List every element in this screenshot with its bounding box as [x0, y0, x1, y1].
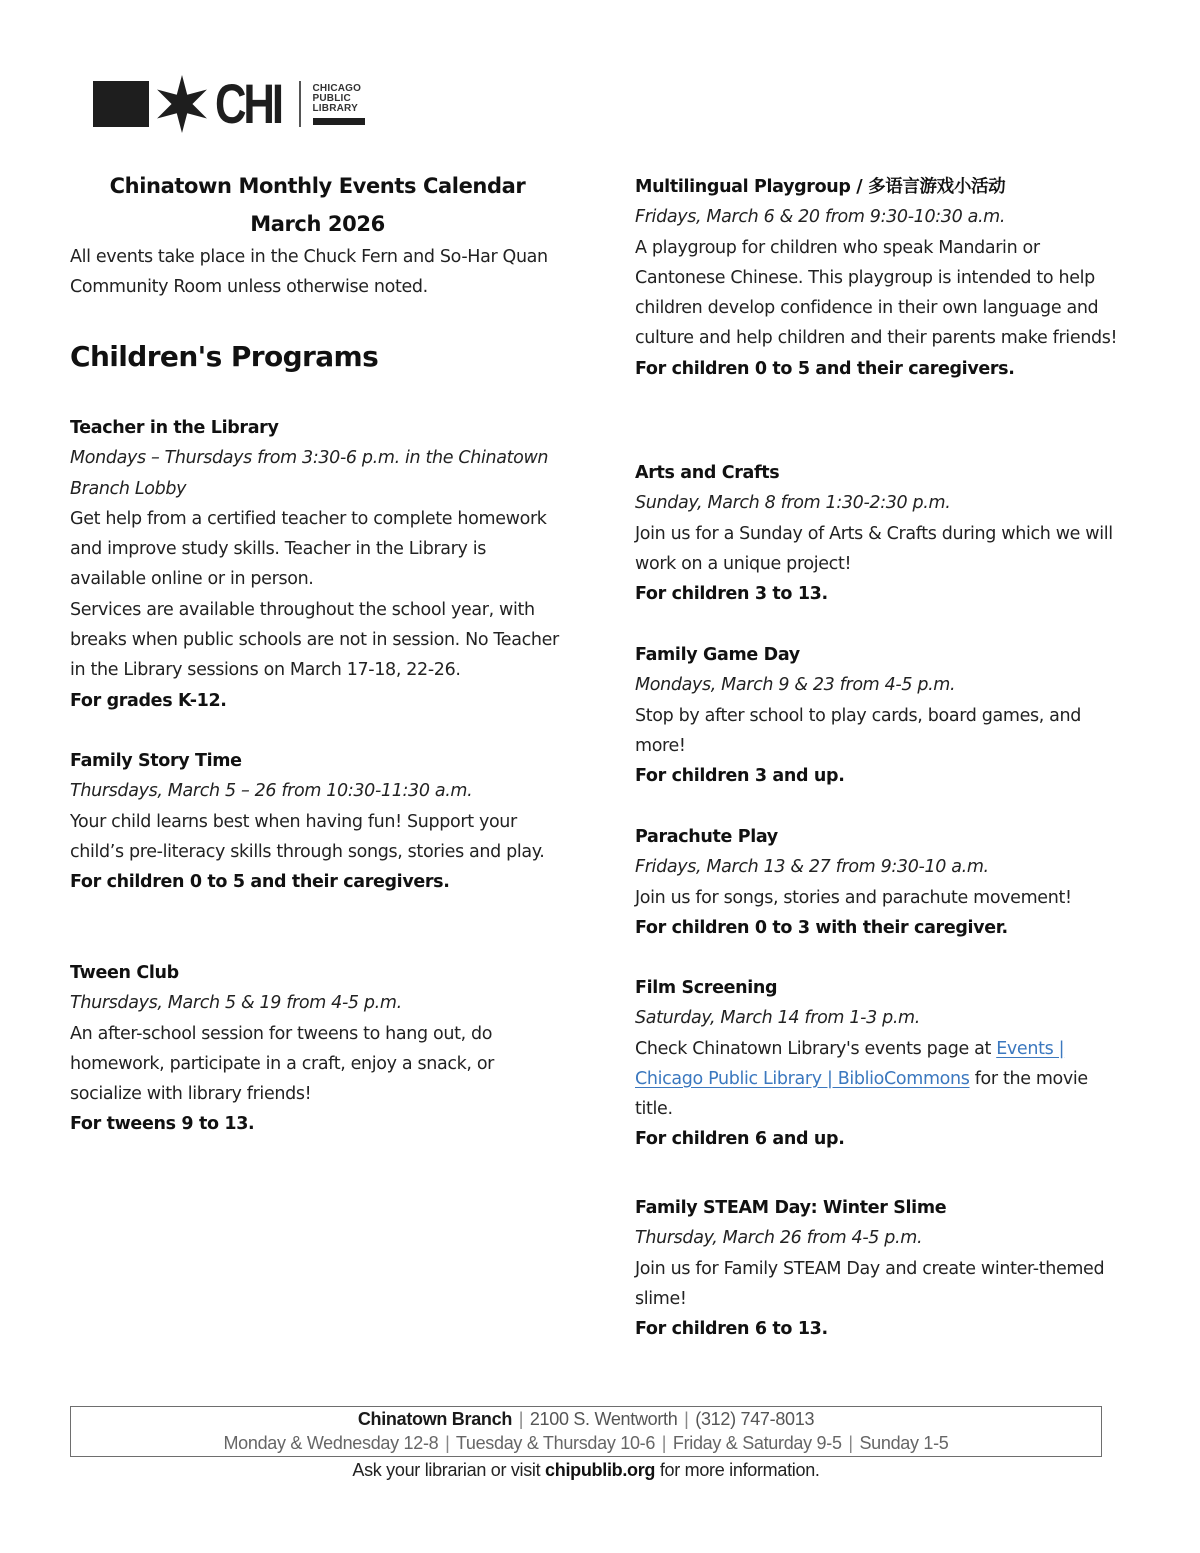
event-description: Join us for a Sunday of Arts & Crafts during which we will work on a unique project!	[635, 523, 1113, 574]
section-heading: Children's Programs	[70, 340, 379, 373]
footer-note	[70, 1458, 1102, 1482]
event-date-time: Sunday, March 8 from 1:30-2:30 p.m.	[635, 493, 951, 514]
logo-underline-bar	[313, 118, 365, 125]
chicago-public-library-logo	[93, 73, 365, 135]
event-name: Teacher in the Library	[70, 418, 279, 438]
event-description: Join us for Family STEAM Day and create winter-themed slime!	[635, 1258, 1105, 1309]
logo-divider	[299, 81, 301, 127]
event-family-game-day	[635, 640, 1130, 791]
page-title	[70, 167, 565, 243]
event-name: Family STEAM Day: Winter Slime	[635, 1198, 947, 1218]
logo-wordmark: CHI	[215, 72, 281, 135]
separator: |	[518, 1409, 524, 1429]
branch-info-box	[70, 1406, 1102, 1457]
branch-contact-line	[71, 1407, 1101, 1431]
logo-org-line: CHICAGO	[312, 82, 362, 94]
event-multilingual-playgroup	[635, 172, 1130, 384]
page-title-month: March 2026	[250, 212, 385, 236]
event-description-text: for the movie title.	[635, 1068, 1088, 1120]
event-date-time: Thursday, March 26 from 4-5 p.m.	[635, 1228, 923, 1249]
branch-hours-line	[71, 1431, 1101, 1455]
event-audience: For children 0 to 5 and their caregivers.	[70, 872, 450, 893]
event-description	[635, 1034, 1130, 1125]
event-name: Parachute Play	[635, 827, 778, 847]
website-name: chipublib.org	[545, 1460, 656, 1480]
event-date-time: Fridays, March 6 & 20 from 9:30-10:30 a.m.	[635, 207, 1006, 228]
event-description: An after-school session for tweens to hang out, do homework, participate in a craft, enjoy a snack, or socialize with library friends!	[70, 1023, 495, 1105]
event-name: Multilingual Playgroup / 多语言游戏小活动	[635, 177, 1006, 197]
hours-entry: Tuesday & Thursday 10-6	[455, 1433, 656, 1453]
separator: |	[445, 1433, 450, 1453]
event-teacher-in-the-library	[70, 413, 565, 716]
hours-entry: Monday & Wednesday 12-8	[223, 1433, 439, 1453]
separator: |	[684, 1409, 689, 1429]
logo-org-name	[313, 84, 365, 125]
intro-text: All events take place in the Chuck Fern and So-Har Quan Community Room unless otherwise noted.	[70, 247, 548, 298]
event-date-time: Thursdays, March 5 & 19 from 4-5 p.m.	[70, 993, 402, 1014]
event-audience: For children 3 to 13.	[635, 584, 828, 605]
page-title-line1: Chinatown Monthly Events Calendar	[109, 174, 526, 198]
branch-address: 2100 S. Wentworth	[529, 1409, 678, 1429]
events-biblio-commons-link[interactable]: Events | Chicago Public Library | BiblioCommons	[635, 1038, 1065, 1089]
branch-name: Chinatown Branch	[357, 1409, 513, 1429]
event-parachute-play	[635, 822, 1130, 943]
footer-note-text: for more information.	[655, 1460, 820, 1480]
hours-entry: Sunday 1-5	[859, 1433, 949, 1453]
event-description-text: Check Chinatown Library's events page at	[635, 1038, 997, 1059]
branch-phone: (312) 747-8013	[695, 1409, 815, 1429]
event-family-steam-day	[635, 1193, 1130, 1344]
event-audience: For children 3 and up.	[635, 766, 845, 787]
event-description: Your child learns best when having fun! Support your child’s pre-literacy skills through songs, stories and play.	[70, 811, 545, 862]
event-description: Join us for songs, stories and parachute movement!	[635, 887, 1072, 908]
separator: |	[661, 1433, 667, 1453]
event-name: Family Story Time	[70, 751, 242, 771]
event-name: Family Game Day	[635, 645, 800, 665]
footer-note-text: Ask your librarian or visit	[352, 1460, 546, 1480]
event-tween-club	[70, 958, 565, 1140]
event-description: Services are available throughout the school year, with breaks when public schools are not in session. No Teacher in the Library sessions on March 17-18, 22-26.	[70, 599, 559, 681]
logo-org-line: LIBRARY	[312, 102, 358, 114]
event-family-story-time	[70, 746, 565, 897]
event-description: Stop by after school to play cards, board games, and more!	[635, 705, 1082, 756]
event-audience: For tweens 9 to 13.	[70, 1114, 255, 1135]
event-description: A playgroup for children who speak Mandarin or Cantonese Chinese. This playgroup is intended to help children develop confidence in their own language and culture and help children and their parents make friends!	[635, 237, 1118, 349]
event-arts-and-crafts	[635, 458, 1130, 609]
event-date-time: Mondays, March 9 & 23 from 4-5 p.m.	[635, 675, 956, 696]
event-date-time: Mondays – Thursdays from 3:30-6 p.m. in the Chinatown Branch Lobby	[70, 448, 549, 499]
event-audience: For children 0 to 5 and their caregivers.	[635, 358, 1015, 379]
logo-org-line: PUBLIC	[312, 92, 351, 104]
event-name: Tween Club	[70, 963, 179, 983]
event-name: Film Screening	[635, 978, 778, 998]
hours-entry: Friday & Saturday 9-5	[672, 1433, 842, 1453]
event-name: Arts and Crafts	[635, 463, 780, 483]
event-audience: For children 0 to 3 with their caregiver.	[635, 917, 1008, 938]
six-point-star-icon	[153, 73, 211, 135]
event-date-time: Saturday, March 14 from 1-3 p.m.	[635, 1008, 920, 1029]
event-audience: For children 6 and up.	[635, 1129, 845, 1150]
separator: |	[848, 1433, 853, 1453]
event-description: Get help from a certified teacher to complete homework and improve study skills. Teacher in the Library is available online or in person.	[70, 508, 547, 590]
event-film-screening	[635, 973, 1130, 1155]
logo-square-icon	[93, 81, 149, 127]
event-audience: For children 6 to 13.	[635, 1319, 828, 1340]
event-date-time: Thursdays, March 5 – 26 from 10:30-11:30 a.m.	[70, 781, 473, 802]
event-audience: For grades K-12.	[70, 690, 227, 711]
event-date-time: Fridays, March 13 & 27 from 9:30-10 a.m.	[635, 857, 989, 878]
